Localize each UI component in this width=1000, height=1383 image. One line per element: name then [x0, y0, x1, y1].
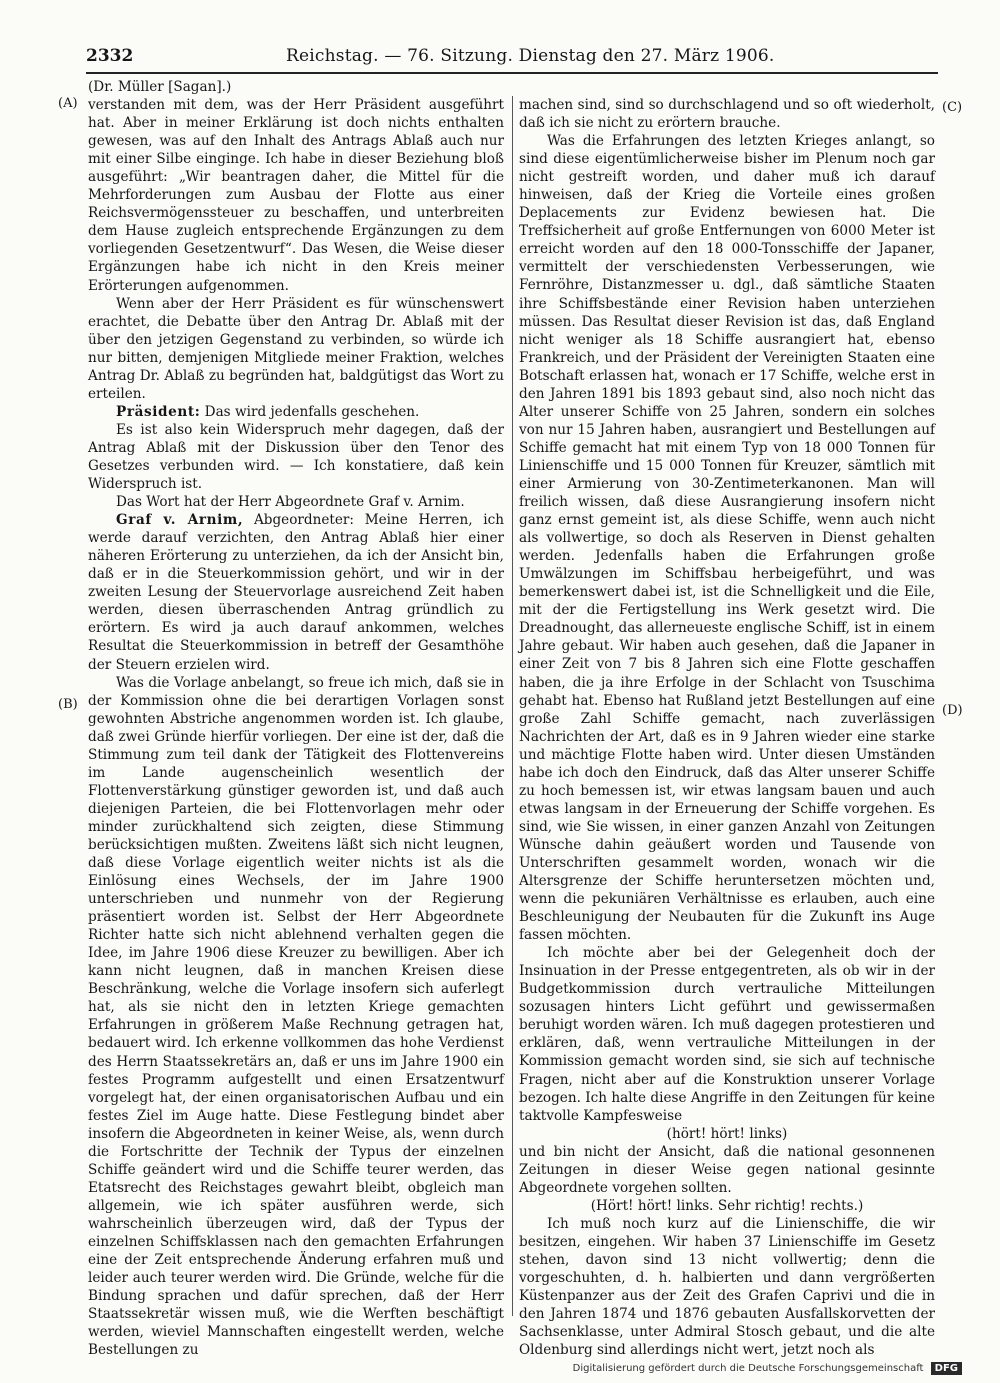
paragraph: Was die Vorlage anbelangt, so freue ich mich, daß sie in der Kommission ohne die bei derartigen Vorlagen sonst gewohnten Abstriche angenommen worden ist. Ich glaube, daß zwei Gründe hierfür vorliegen. Der eine ist der, daß die Stimmung zum teil dank der Tätigkeit des Flottenvereins im Lande augenscheinlich wesentlich der Flottenverstärkung günstiger geworden ist, und daß auch diejenigen Parteien, die bei Flottenvorlagen mehr oder minder zurückhaltend sich zeigten, diese Stimmung berücksichtigen mußten. Zweitens läßt sich nicht leugnen, daß diese Vorlage eigentlich weiter nichts ist als die Einlösung eines Wechsels, der im Jahre 1900 unterschrieben und nunmehr von der Regierung präsentiert worden ist. Selbst der Herr Abgeordnete Richter hatte sich nicht ablehnend verhalten gegen die Idee, im Jahre 1906 diese Kreuzer zu bewilligen. Aber ich kann nicht leugnen, daß in manchen Kreisen diese Beschränkung, welche die Vorlage insofern sich auferlegt hat, als sie nicht den in letzten Kriege gemachten Erfahrungen in größerem Maße Rechnung getragen hat, bedauert wird. Ich erkenne vollkommen das hohe Verdienst des Herrn Staatssekretärs an, daß er uns im Jahre 1900 ein festes Programm aufgestellt und einen Ersatzentwurf vorgelegt hat, der einen organisatorischen Aufbau und ein festes Ziel im Auge hatte. Diese Festlegung bindet aber insofern die Abgeordneten in keiner Weise, als, wenn durch die Fortschritte der Technik der Typus der einzelnen Schiffe geändert wird und die Schiffe teurer werden, das Etatsrecht des Reichstages gewahrt bleibt, obgleich man allgemein, wie ich später ausführen werde, sich wahrscheinlich überzeugen wird, daß der Typus der einzelnen Schiffsklassen nach den gemachten Erfahrungen eine der Zeit entsprechende Änderung erfahren muß und leider auch teurer werden wird. Die Gründe, welche für die Bindung sprachen und dafür sprechen, daß der Herr Staatssekretär wissen muß, wie die Werften beschäftigt werden, wieviel Mannschaften eingestellt werden, welche Bestellungen zu [88, 674, 504, 1359]
right-column [519, 96, 935, 1359]
footer-text: Digitalisierung gefördert durch die Deutsche Forschungsgemeinschaft [572, 1363, 924, 1374]
page-header [86, 46, 936, 72]
interjection: (hört! hört! links) [666, 1125, 788, 1142]
speaker-name: Präsident: [116, 403, 201, 420]
column-divider [512, 96, 513, 1316]
page-number: 2332 [86, 46, 134, 66]
paragraph: Präsident: Das wird jedenfalls geschehen. [116, 403, 420, 420]
dfg-logo: DFG [931, 1362, 962, 1375]
paragraph: machen sind, sind so durchschlagend und so oft wiederholt, daß ich sie nicht zu erörtern brauche. [519, 97, 935, 132]
margin-marker-c: (C) [942, 100, 963, 115]
speaker-note: (Dr. Müller [Sagan].) [88, 79, 232, 95]
paragraph: Was die Erfahrungen des letzten Krieges anlangt, so sind diese eigentümlicherweise bisher im Plenum noch gar nicht gestreift worden, und daher muß ich darauf hinweisen, daß der Krieg die Vorteile eines großen Deplacements zur Evidenz bewiesen hat. Die Treffsicherheit auf große Entfernungen von 6000 Meter ist erreicht worden auf den 18 000-Tonsschiffe der Japaner, vermittelt der verschiedensten Verbesserungen, wie Fernröhre, Distanzmesser u. dgl., daß sämtliche Staaten ihre Schiffsbestände einer Revision haben unterziehen müssen. Das Resultat dieser Revision ist das, daß England nicht weniger als 18 Schiffe ausrangiert hat, ebenso Frankreich, und der Präsident der Vereinigten Staaten eine Botschaft erlassen hat, wonach er 17 Schiffe, welche erst in den Jahren 1891 bis 1893 gebaut sind, also noch nicht das Alter unserer Schiffe von 25 Jahren, sondern ein solches von nur 15 Jahren haben, ausrangiert und Bestellungen auf Schiffe gemacht hat mit einem Typ von 18 000 Tonnen für Linienschiffe und 15 000 Tonnen für Kreuzer, sämtlich mit einer Armierung von 30-Zentimeterkanonen. Man will freilich wissen, daß diese Ausrangierung insofern nicht ganz ernst gemeint ist, als diese Schiffe, wenn auch nicht als vollwertige, so doch als Reserven in Dienst gehalten werden. Jedenfalls haben die Erfahrungen große Umwälzungen im Schiffsbau herbeigeführt, und was bemerkenswert dabei ist, ist die Schnelligkeit und die Eile, mit der die Fertigstellung ins Werk gesetzt wird. Die Dreadnought, das allerneueste englische Schiff, ist in einem Jahre gebaut. Wir haben auch gesehen, daß die Japaner in einer Zeit von 7 bis 8 Jahren sich eine Flotte geschaffen haben, die ja ihre Erfolge in der Schlacht von Tsuschima gehabt hat. Ebenso hat Rußland jetzt Bestellungen auf eine große Zahl Schiffe gemacht, nach zuverlässigen Nachrichten der Art, daß es in 9 Jahren wieder eine starke und mächtige Flotte haben wird. Unter diesen Umständen habe ich doch den Eindruck, daß das Alter unserer Schiffe zu hoch bemessen ist, wir etwas langsam bauen und auch etwas langsam in der Erneuerung der Schiffe vorgehen. Es sind, wie Sie wissen, in einer ganzen Anzahl von Zeitungen Wünsche dahin geäußert worden und Tausende von Unterschriften gesammelt worden, wonach wir die Altersgrenze der Schiffe heruntersetzen möchten und, wenn die pekuniären Verhältnisse es erlauben, auch eine Beschleunigung der Neubauten für die Zukunft ins Auge fassen möchten. [519, 133, 935, 944]
paragraph: verstanden mit dem, was der Herr Präsident ausgeführt hat. Aber in meiner Erklärung ist doch nichts enthalten gewesen, was auf den Inhalt des Antrags Ablaß auch nur mit einer Silbe einginge. Ich habe in dieser Beziehung bloß ausgeführt: „Wir beantragen daher, die Mittel für die Mehrforderungen zum Ausbau der Flotte aus einer Reichsvermögenssteuer zu beschaffen, und unterbreiten dem Hause zugleich entsprechende Ergänzungen zu dem vorliegenden Gesetzentwurf“. Das Wesen, die Weise dieser Ergänzungen habe ich nicht in den Kreis meiner Erörterungen aufgenommen. [88, 97, 504, 294]
margin-marker-b: (B) [58, 697, 78, 712]
margin-marker-d: (D) [942, 703, 963, 718]
paragraph: Graf v. Arnim, Abgeordneter: Meine Herren, ich werde darauf verzichten, den Antrag Ablaß hier einer näheren Erörterung zu unterziehen, da ich der Ansicht bin, daß er in die Steuerkommission gehört, und wir in der zweiten Lesung der Steuervorlage ausreichend Zeit haben werden, diesen überraschenden Antrag gründlich zu erörtern. Es wird ja auch darauf ankommen, welches Resultat die Steuerkommission in betreff der Gesamthöhe der Steuern erzielen wird. [88, 512, 504, 673]
paragraph: Es ist also kein Widerspruch mehr dagegen, daß der Antrag Ablaß mit der Diskussion über den Tenor des Gesetzes verbunden wird. — Ich konstatiere, daß kein Widerspruch ist. [88, 421, 504, 493]
interjection: (Hört! hört! links. Sehr richtig! rechts.) [590, 1197, 864, 1214]
paragraph: Wenn aber der Herr Präsident es für wünschenswert erachtet, die Debatte über den Antrag Dr. Ablaß mit der über den jetzigen Gegenstand zu verbinden, so würde ich nur bitten, demjenigen Mitgliede meiner Fraktion, welches Antrag Dr. Ablaß zu begründen hat, baldgütigst das Wort zu erteilen. [88, 295, 504, 402]
margin-marker-a: (A) [58, 96, 78, 111]
speaker-name: Graf v. Arnim, [116, 512, 244, 529]
left-column [88, 78, 504, 1359]
running-title: Reichstag. — 76. Sitzung. Dienstag den 27. März 1906. [286, 46, 775, 66]
paragraph: Das Wort hat der Herr Abgeordnete Graf v. Arnim. [116, 494, 465, 511]
paragraph: Ich muß noch kurz auf die Linienschiffe, die wir besitzen, eingehen. Wir haben 37 Linienschiffe im Gesetz stehen, davon sind 13 nicht vollwertig; denn die vorgeschuhten, d. h. halbierten und dann vergrößerten Küstenpanzer aus der Zeit des Grafen Caprivi und die in den Jahren 1874 und 1876 gebauten Ausfallskorvetten der Sachsenklasse, unter Admiral Stosch gebaut, und die alte Oldenburg sind allerdings nicht wert, jetzt noch als [519, 1215, 935, 1359]
paragraph: und bin nicht der Ansicht, daß die national gesonnenen Zeitungen in dieser Weise gegen national gesinnte Abgeordnete vorgehen sollten. [519, 1143, 935, 1196]
footer-credit [573, 1362, 962, 1375]
paragraph: Ich möchte aber bei der Gelegenheit doch der Insinuation in der Presse entgegentreten, als ob wir in der Budgetkommission durch vertrauliche Mitteilungen sozusagen hinters Licht geführt und gewissermaßen beruhigt worden wären. Ich muß dagegen protestieren und erklären, daß, wenn vertrauliche Mitteilungen in der Kommission gemacht worden sind, sie sich auf technische Fragen, nicht aber auf die Konstruktion unserer Vorlage bezogen. Ich halte diese Angriffe in den Zeitungen für keine taktvolle Kampfesweise [519, 945, 935, 1124]
header-rule [86, 72, 938, 74]
